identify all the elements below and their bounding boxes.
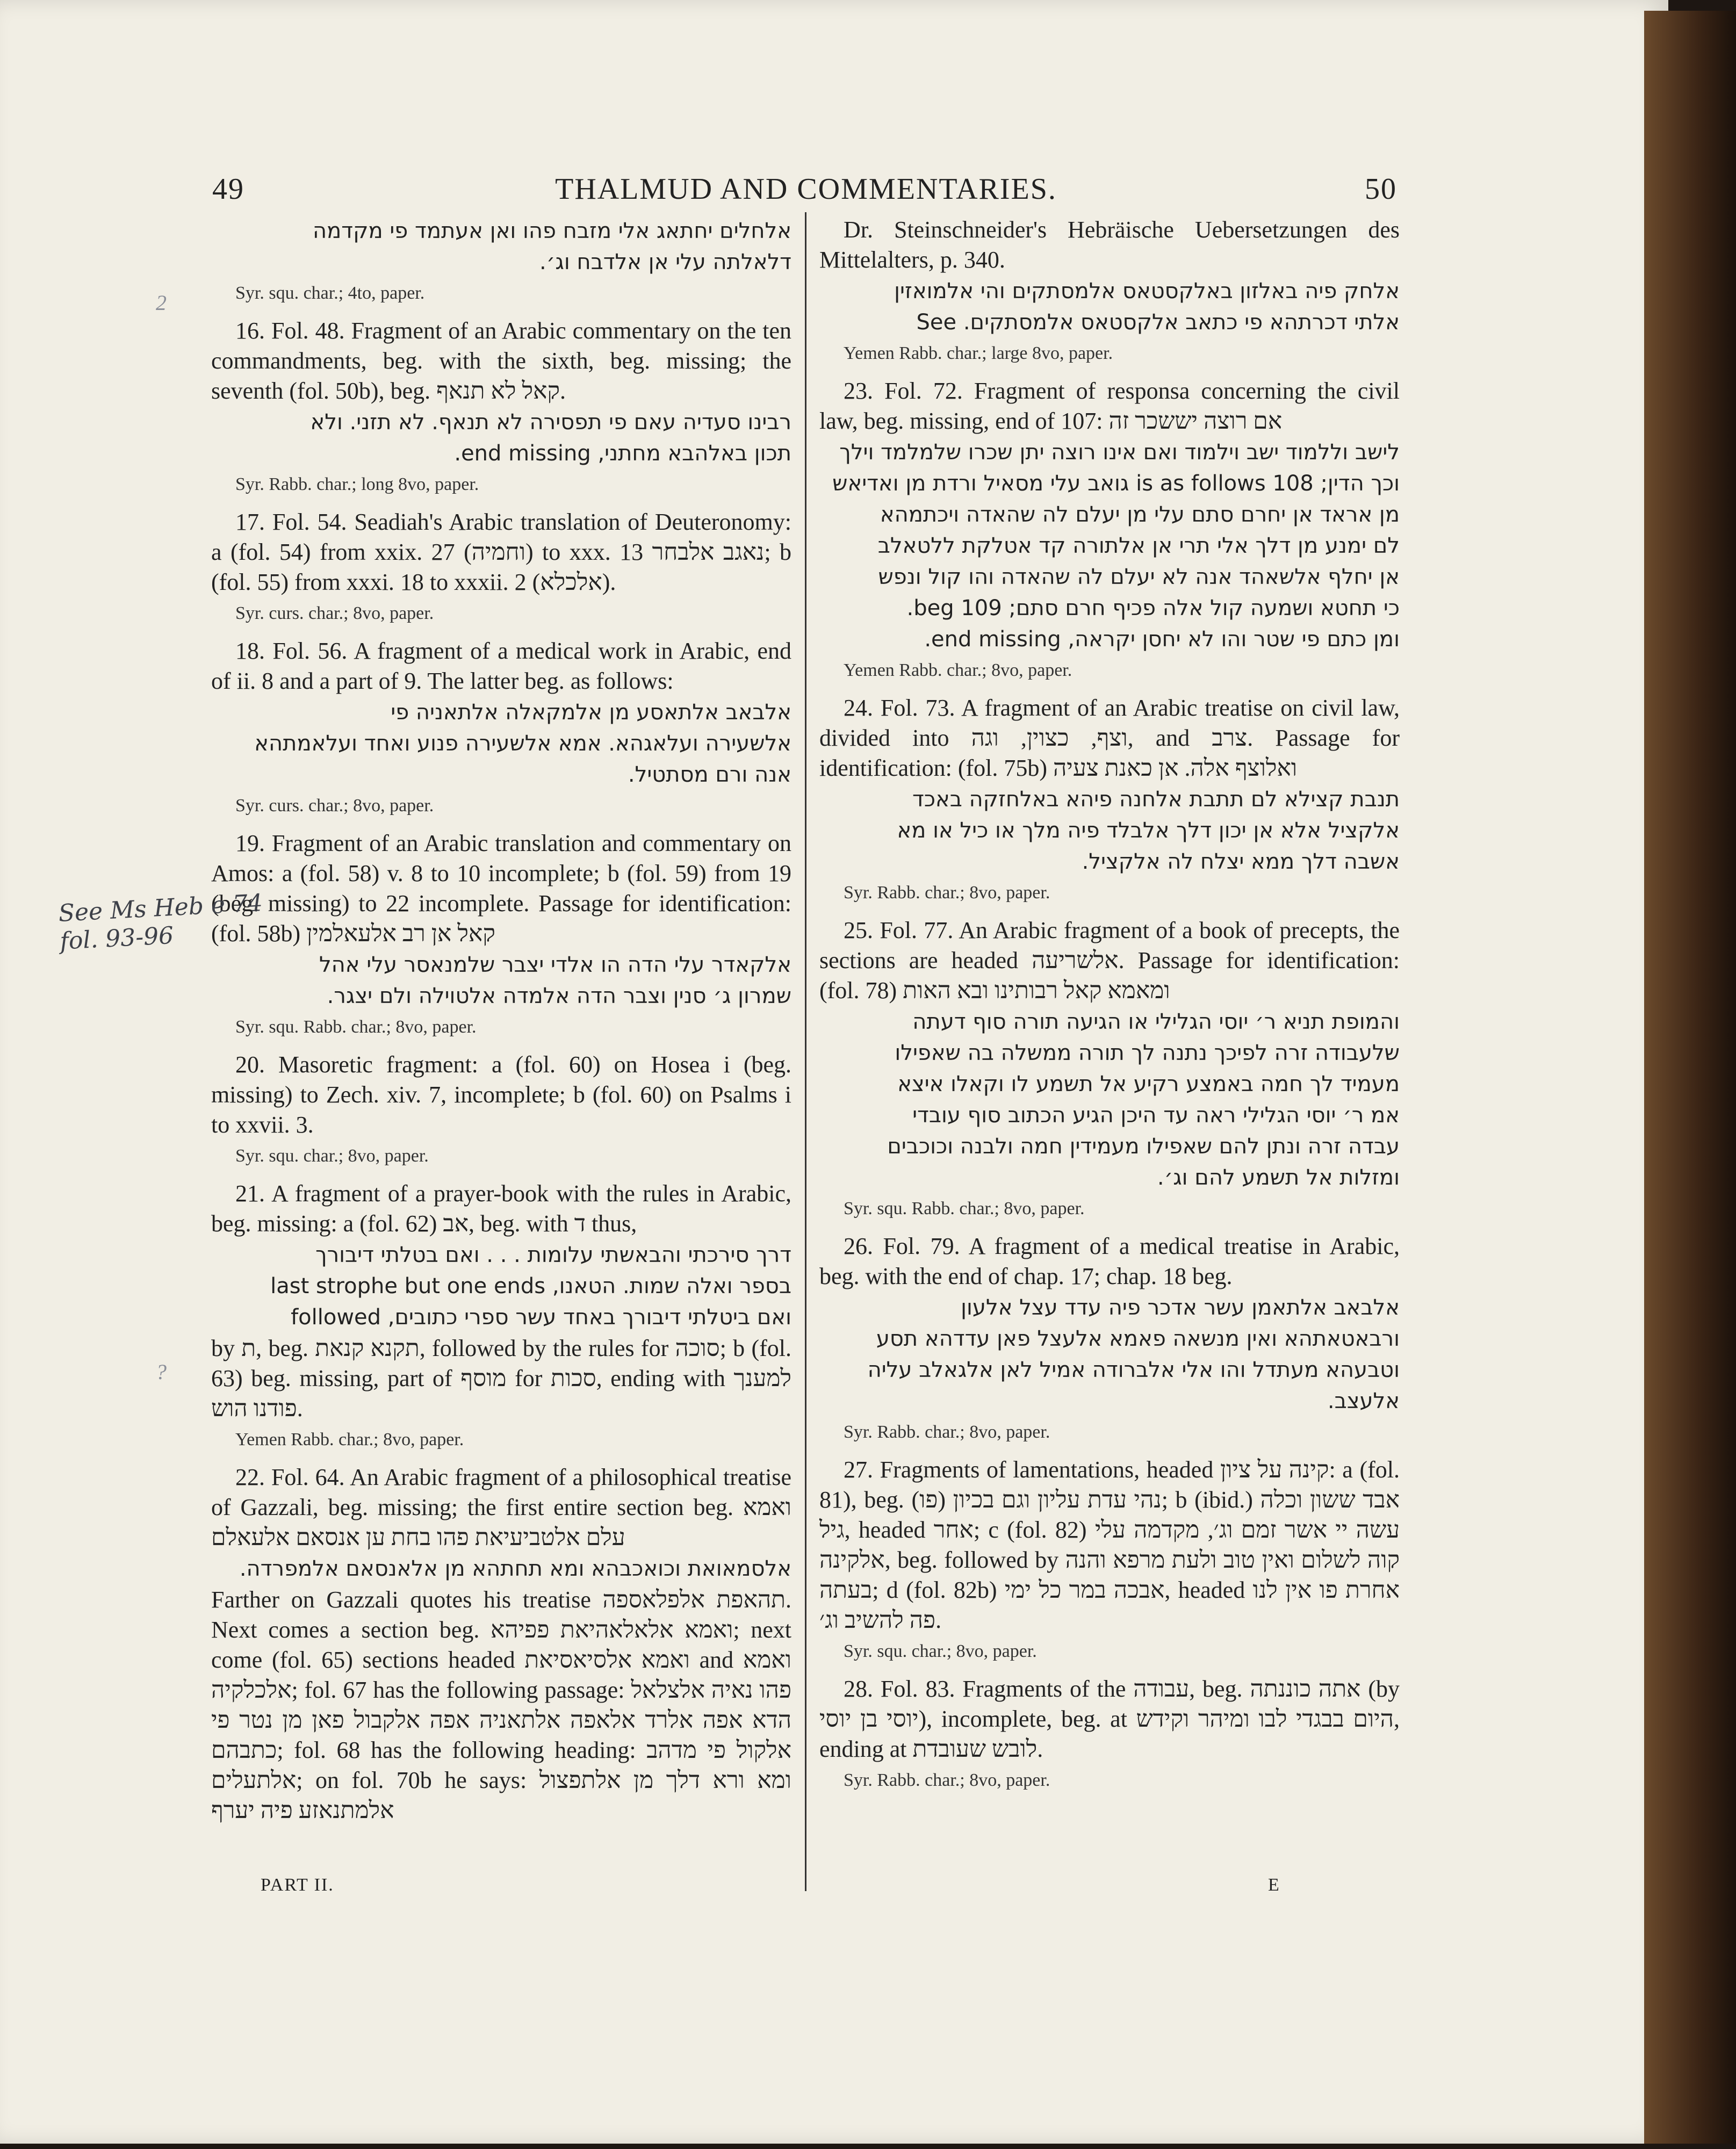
entry-text: Dr. Steinschneider's Hebräische Uebersetzungen des Mittelalters, p. 340. [819, 217, 1400, 273]
hebrew-line: אנה ורם מסתטיל. [628, 762, 791, 787]
catalogue-entry [819, 1674, 1400, 1795]
hebrew-line: אלקציל אלא אן יכון דלך אלבלד פיה מלך או כיל או מא [897, 818, 1400, 843]
entry-text: 19. Fragment of an Arabic translation and commentary on Amos: a (fol. 58) v. 8 to 10 incomplete; b (fol. 59) from 19 (beg. missing) to 22 incomplete. Passage for identification: (fol. 58b) קאל אן רב אלעאלמין [211, 830, 791, 947]
hebrew-line: לם ימנע מן דלך אלי תרי אן אלתורה קד אטלקת ללטאלב [877, 533, 1400, 558]
running-title: THALMUD AND COMMENTARIES. [555, 172, 1057, 206]
pencil-mark: ? [156, 1360, 167, 1384]
hebrew-line: אלעצב. [1327, 1389, 1400, 1414]
hebrew-line: אלבאב אלתאסע מן אלמקאלה אלתאניה פי [391, 700, 791, 725]
script-format-note: Syr. Rabb. char.; 8vo, paper. [844, 1770, 1050, 1790]
hebrew-line: אמ ר׳ יוסי הגלילי ראה עד היכן הגיע הכתוב סוף עובדי [912, 1103, 1400, 1128]
catalogue-entry [819, 376, 1400, 686]
entry-text-continued: by ת, beg. תקנא קנאת, followed by the rules for סוכה; b (fol. 63) beg. missing, part of מוסף for סכות, ending with למענך פודנו הוש. [211, 1335, 792, 1422]
entry-text: 27. Fragments of lamentations, headed קינה על ציון: a (fol. 81), beg. נהי עדת עליון וגם בכיון (פו); b (ibid.) אבד ששון וכלה גיל, headed אחר; c (fol. 82) עשה יי אשר זמם וג׳, מקדמה עלי אלקינה, beg. followed by קוה לשלום ואין טוב ולעת מרפא והנה בעתה; d (fol. 82b) אבכה במר כל ימי, headed אחרת פו אין לנו פה להשיב וג׳. [819, 1456, 1400, 1633]
entry-text: 20. Masoretic fragment: a (fol. 60) on Hosea i (beg. missing) to Zech. xiv. 7, incomplete; b (fol. 60) on Psalms i to xxvii. 3. [211, 1051, 791, 1138]
script-format-note: Syr. squ. Rabb. char.; 8vo, paper. [235, 1017, 477, 1037]
hebrew-line: מן אראד אן יחרם סתם עלי מן יעלם לה שהאדה ויכתמהא [880, 502, 1400, 527]
entry-text: 22. Fol. 64. An Arabic fragment of a philosophical treatise of Gazzali, beg. missing; the first entire section beg. ואמא עלם אלטביעיאת פהו בחת ען אנסאם אלעאלם [211, 1464, 791, 1551]
hebrew-line: אלבאב אלתאמן עשר אדכר פיה עדד עצל אלעון [961, 1295, 1400, 1320]
entry-text: 18. Fol. 56. A fragment of a medical work in Arabic, end of ii. 8 and a part of 9. The latter beg. as follows: [211, 638, 791, 694]
page-number-left: 49 [212, 172, 244, 206]
catalogue-entry [211, 1179, 791, 1455]
script-format-note: Syr. squ. char.; 8vo, paper. [235, 1146, 429, 1166]
margin-note-line: See Ms Heb e 74 [57, 889, 264, 927]
hebrew-line: אלסמאואת וכואכבהא ומא תחתהא מן אלאנסאם אלמפרדה. [239, 1556, 791, 1581]
hebrew-line: והמופת תניא ר׳ יוסי הגלילי או הגיעה תורה סוף דעתה [912, 1009, 1400, 1034]
script-format-note: Syr. Rabb. char.; 8vo, paper. [844, 883, 1050, 903]
hebrew-line: ומזלות אל תשמע להם וג׳. [1157, 1165, 1400, 1190]
entry-text: 21. A fragment of a prayer-book with the rules in Arabic, beg. missing: a (fol. 62) אב, beg. with ד thus, [211, 1180, 791, 1237]
script-format-note: Syr. squ. char.; 4to, paper. [235, 283, 425, 303]
hebrew-line: דרך סירכתי והבאשתי עלומות . . . ואם בטלתי דיבורך [315, 1243, 791, 1267]
catalogue-entry [819, 215, 1400, 369]
hebrew-line: ומן כתם פי שטר והו לא יחסן יקראה, end missing. [924, 627, 1400, 652]
hebrew-line: בספר ואלה שמות. הטאנו, last strophe but one ends [270, 1274, 791, 1299]
script-format-note: Syr. squ. Rabb. char.; 8vo, paper. [844, 1199, 1085, 1218]
column-rule [805, 212, 806, 1891]
script-format-note: Syr. curs. char.; 8vo, paper. [235, 603, 434, 623]
entry-text: 28. Fol. 83. Fragments of the עבודה, beg. אתה כוננתה (by יוסי בן יוסי), incomplete, beg. at היום בבגדי לבו ומיהר וקידש, ending at לובש שעובדת. [819, 1676, 1400, 1762]
catalogue-entry [819, 1455, 1400, 1667]
hebrew-line: מעמיד לך חמה באמצע רקיע אל תשמע לו וקאלו איצא [897, 1072, 1400, 1097]
entry-text: 23. Fol. 72. Fragment of responsa concerning the civil law, beg. missing, end of 107: אם רוצה יששכר זה [819, 378, 1400, 434]
hebrew-line: אלחלים יחתאג אלי מזבח פהו ואן אעתמד פי מקדמה [312, 219, 791, 243]
script-format-note: Yemen Rabb. char.; large 8vo, paper. [844, 343, 1113, 363]
hebrew-line: וכך הדין; 108 is as follows גואב עלי מסאיל ורדת מן ואדיאש [832, 471, 1400, 496]
hebrew-line: ואם ביטלתי דיבורך באחד עשר ספרי כתובים, followed [291, 1305, 791, 1330]
catalogue-entry [211, 828, 791, 1042]
hebrew-line: אן יחלף אלשאהד אנה לא יעלם לה שהאדה והו קול ונפש [878, 565, 1400, 589]
script-format-note: Yemen Rabb. char.; 8vo, paper. [844, 660, 1072, 680]
handwritten-margin-note [58, 889, 265, 956]
hebrew-line: שמרון ג׳ סנין וצבר הדה אלמדה אלטוילה ולם יצגר. [327, 984, 791, 1008]
catalogue-entry [211, 316, 791, 500]
pencil-mark: 2 [156, 291, 167, 315]
catalogue-entry [211, 1050, 791, 1171]
entry-text: 24. Fol. 73. A fragment of an Arabic treatise on civil law, divided into וצף, כצוין, וגה, and צרב. Passage for identification: (fol. 75b) ואלוצף אלה. אן כאנת צעיה [819, 695, 1400, 781]
hebrew-line: וטבעהא מעתדל והו אלי אלברודה אמיל לאן אלגאלב עליה [867, 1358, 1400, 1382]
hebrew-line: אלחק פיה באלזון באלקסטאס אלמסתקים והי אלמואזין [894, 279, 1400, 304]
hebrew-line: תכון באלהבא מחתני, end missing. [454, 441, 791, 466]
catalogue-entry [211, 1462, 791, 1826]
script-format-note: Syr. squ. char.; 8vo, paper. [844, 1641, 1037, 1661]
page-number-right: 50 [1365, 172, 1397, 206]
hebrew-line: עבדה זרה ונתן להם שאפילו מעמידין חמה ולבנה וכוכבים [887, 1134, 1400, 1159]
entry-text: 17. Fol. 54. Seadiah's Arabic translation of Deuteronomy: a (fol. 54) from xxix. 27 (וחמיה) to xxx. 13 נאגב אלבחר; b (fol. 55) from xxxi. 18 to xxxii. 2 (אלכלא). [211, 509, 791, 595]
script-format-note: Syr. curs. char.; 8vo, paper. [235, 796, 434, 816]
book-cover-edge [1644, 11, 1736, 2144]
catalogue-entry [819, 693, 1400, 908]
script-format-note: Syr. Rabb. char.; long 8vo, paper. [235, 474, 479, 494]
hebrew-line: לישב וללמוד ישב וילמוד ואם אינו רוצה יתן שכרו שלמלמד וילך [839, 440, 1400, 465]
catalogue-entry [211, 507, 791, 629]
entry-text: 25. Fol. 77. An Arabic fragment of a book of precepts, the sections are headed אלשריעה. Passage for identification: (fol. 78) ומאמא קאל רבותינו ובא האות [819, 917, 1400, 1004]
right-column [819, 215, 1400, 1803]
script-format-note: Yemen Rabb. char.; 8vo, paper. [235, 1430, 464, 1450]
catalogue-entry [211, 216, 791, 308]
hebrew-line: ורבאטאתהא ואין מנשאה פאמא אלעצל פאן עדדהא תסע [876, 1326, 1400, 1351]
catalogue-entry [819, 915, 1400, 1224]
entry-text-continued: Farther on Gazzali quotes his treatise תהאפת אלפלאספה. Next comes a section beg. ואמא אלאלאהיאת פפיהא; next come (fol. 65) sections headed ואמא אלסיאסיאת and ואמא אלכלקיה; fol. 67 has the following passage: פהו נאיה אלצלאל הדא אפה אלרד אלאפה אלתאניה אפה אלקבול פאן מן נטר פי כתבהם; fol. 68 has the following heading: אלקול פי מדהב אלתעלים; on fol. 70b he says: ומא ורא דלך מן אלתפצול אלמתנאזע פיה יערף [211, 1586, 791, 1823]
signature-mark: PART II. [261, 1875, 334, 1895]
catalogue-entry [211, 636, 791, 821]
margin-note-line: fol. 93-96 [59, 921, 175, 955]
left-column [211, 215, 791, 1833]
hebrew-line: רבינו סעדיה עאם פי תפסירה לא תנאף. לא תזני. ולא [310, 410, 791, 435]
hebrew-line: אלשעירה ועלאגהא. אמא אלשעירה פנוע ואחד ועלאמתהא [254, 731, 791, 756]
hebrew-line: אלקאדר עלי הדה הו אלדי יצבר שלמנאסר עלי אהל [319, 953, 791, 977]
gathering-letter: E [1268, 1875, 1279, 1895]
hebrew-line: אשבה דלך ממא יצלח לה אלקציל. [1082, 849, 1400, 874]
script-format-note: Syr. Rabb. char.; 8vo, paper. [844, 1422, 1050, 1442]
hebrew-line: תנבת קצילא לם תתבת אלחנה פיהא באלחזקה באכד [912, 787, 1400, 812]
hebrew-line: שלעבודה זרה לפיכך נתנה לך תורה ממשלה בה שאפילו [895, 1041, 1400, 1065]
hebrew-line: כי תחטא ושמעה קול אלה פכיף חרם סתם; 109 beg. [906, 596, 1400, 621]
hebrew-line: דלאלתה עלי אן אלדבח וג׳. [539, 250, 791, 275]
catalogue-entry [819, 1231, 1400, 1447]
hebrew-line: אלתי דכרתהא פי כתאב אלקסטאס אלמסתקים. See [916, 310, 1400, 335]
entry-text: 16. Fol. 48. Fragment of an Arabic commentary on the ten commandments, beg. with the sixth, beg. missing; the seventh (fol. 50b), beg. קאל לא תנאף. [211, 318, 791, 404]
entry-text: 26. Fol. 79. A fragment of a medical treatise in Arabic, beg. with the end of chap. 17; chap. 18 beg. [819, 1233, 1400, 1289]
